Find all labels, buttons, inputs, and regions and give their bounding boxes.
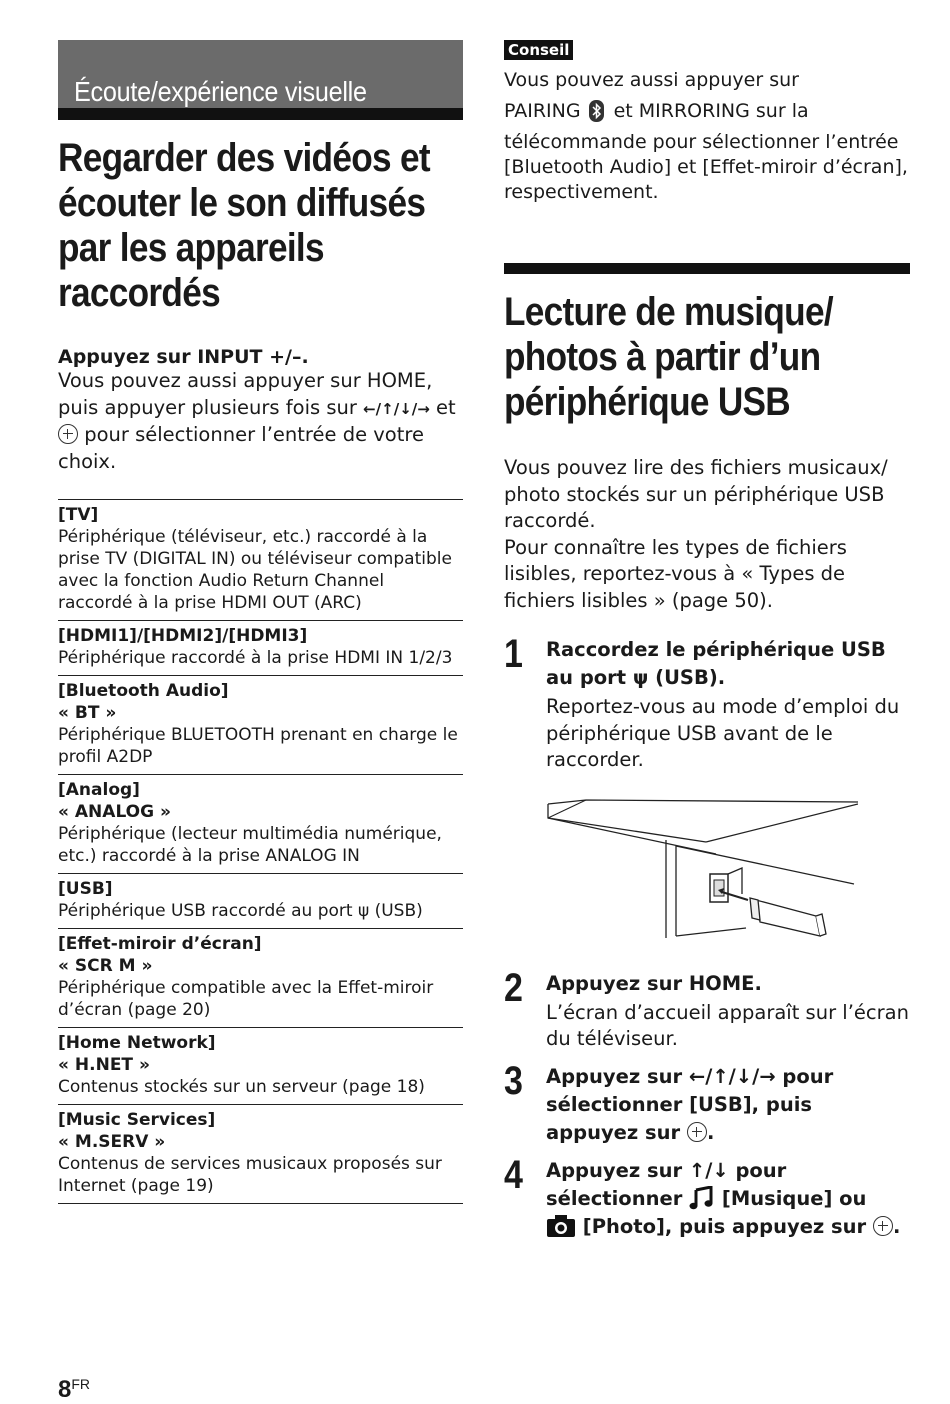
- instruction: Appuyez sur INPUT +/–.: [58, 346, 309, 368]
- input-alias: « BT »: [58, 703, 117, 723]
- input-label: [USB]: [58, 879, 113, 899]
- input-row: [58, 676, 463, 775]
- input-label: [Analog]: [58, 780, 140, 800]
- input-label: [Music Services]: [58, 1110, 216, 1130]
- step-title: Appuyez sur ↑/↓ pour sélectionner [Musique] ou [Photo], puis appuyez sur .: [546, 1158, 901, 1238]
- input-row: [58, 1105, 463, 1204]
- input-description: Périphérique (lecteur multimédia numérique, etc.) raccordé à la prise ANALOG IN: [58, 824, 442, 866]
- bluetooth-icon: [589, 100, 604, 122]
- input-description: Périphérique compatible avec la Effet-miroir d’écran (page 20): [58, 978, 434, 1020]
- input-row: [58, 874, 463, 929]
- input-alias: « SCR M »: [58, 956, 153, 976]
- enter-button-icon: [873, 1216, 893, 1236]
- usb-intro-2: Pour connaître les types de fichiers lisibles, reportez-vous à « Types de fichiers lisibles » (page 50).: [504, 535, 847, 612]
- section-rule: [504, 263, 910, 274]
- input-description: Contenus de services musicaux proposés sur Internet (page 19): [58, 1154, 442, 1196]
- input-alias: « H.NET »: [58, 1055, 150, 1075]
- tip-text: Vous pouvez aussi appuyer sur PAIRING et MIRRORING sur la télécommande pour sélectionner l’entrée [Bluetooth Audio] et [Effet-miroir d’écran], respectivement.: [504, 69, 908, 203]
- step-body: L’écran d’accueil apparaît sur l’écran du téléviseur.: [546, 1000, 909, 1050]
- input-label: [HDMI1]/[HDMI2]/[HDMI3]: [58, 626, 308, 646]
- input-alias: « ANALOG »: [58, 802, 171, 822]
- input-description: Périphérique raccordé à la prise HDMI IN 1/2/3: [58, 648, 453, 668]
- input-alias: « M.SERV »: [58, 1132, 166, 1152]
- page-title: Regarder des vidéos et écouter le son diffusés par les appareils raccordés: [58, 136, 430, 315]
- step-number: 2: [504, 965, 523, 1010]
- step-number: 3: [504, 1058, 523, 1103]
- step-body: Reportez-vous au mode d’emploi du périphérique USB avant de le raccorder.: [546, 695, 900, 771]
- usb-intro: Vous pouvez lire des fichiers musicaux/ photo stockés sur un périphérique USB raccordé.: [504, 456, 888, 532]
- step-title: Appuyez sur HOME.: [546, 971, 762, 995]
- enter-button-icon: [58, 424, 78, 444]
- step-3: [504, 1058, 910, 1147]
- input-description: Périphérique (téléviseur, etc.) raccordé à la prise TV (DIGITAL IN) ou téléviseur compatible avec la fonction Audio Return Channel raccordé à la prise HDMI OUT (ARC): [58, 527, 452, 613]
- input-label: [Effet-miroir d’écran]: [58, 934, 262, 954]
- input-row: [58, 621, 463, 676]
- input-description: Périphérique USB raccordé au port ψ (USB): [58, 901, 423, 921]
- input-row: [58, 500, 463, 621]
- music-note-icon: [689, 1186, 715, 1210]
- input-row: [58, 775, 463, 874]
- step-number: 4: [504, 1152, 523, 1197]
- step-2: [504, 965, 910, 1053]
- instruction-body: Vous pouvez aussi appuyer sur HOME, puis appuyer plusieurs fois sur ←/↑/↓/→ et pour sélectionner l’entrée de votre choix.: [58, 369, 456, 473]
- step-title: Raccordez le périphérique USB au port ψ (USB).: [546, 638, 886, 689]
- right-column: [504, 40, 910, 1241]
- input-list: [58, 499, 463, 1204]
- step-title: Appuyez sur ←/↑/↓/→ pour sélectionner [USB], puis appuyez sur .: [546, 1064, 834, 1144]
- usb-section-title: Lecture de musique/ photos à partir d’un périphérique USB: [504, 290, 833, 424]
- input-description: Périphérique BLUETOOTH prenant en charge le profil A2DP: [58, 725, 458, 767]
- input-row: [58, 929, 463, 1028]
- step-4: [504, 1152, 910, 1241]
- section-header: [58, 40, 463, 120]
- left-column: [58, 40, 463, 1204]
- input-label: [TV]: [58, 505, 99, 525]
- usb-connection-illustration: [546, 796, 858, 946]
- page-number: $8^{FR}$: [58, 1376, 91, 1403]
- input-label: [Bluetooth Audio]: [58, 681, 229, 701]
- arrow-keys-icon: ←/↑/↓/→: [363, 399, 430, 418]
- section-label: Écoute/expérience visuelle: [74, 76, 367, 107]
- step-1: [504, 632, 910, 774]
- enter-button-icon: [687, 1122, 707, 1142]
- input-row: [58, 1028, 463, 1105]
- tip-badge: Conseil: [504, 40, 573, 60]
- input-description: Contenus stockés sur un serveur (page 18): [58, 1077, 425, 1097]
- input-label: [Home Network]: [58, 1033, 216, 1053]
- step-number: 1: [504, 632, 523, 676]
- camera-icon: [546, 1214, 576, 1238]
